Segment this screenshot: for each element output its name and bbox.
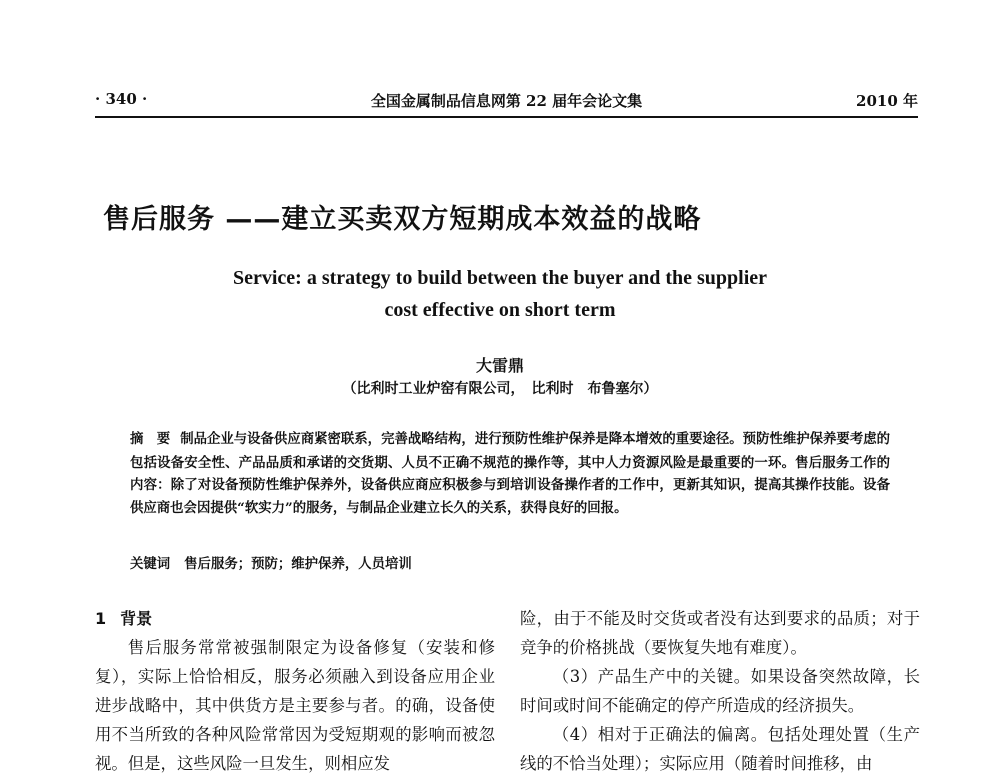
abstract-text: 制品企业与设备供应商紧密联系，完善战略结构，进行预防性维护保养是降本增效的重要途径。预防性维护保养要考虑的包括设备安全性、产品品质和承诺的交货期、人员不正确不规范的操作等，其中人力资源风险是最重要的一环。售后服务工作的内容：除了对设备预防性维护保养外，设备供应商应积极参与到培训设备操作者的工作中，更新其知识，提高其操作技能。设备供应商也会因提供“软实力”的服务，与制品企业建立长久的关系，获得良好的回报。 (130, 431, 891, 516)
body-paragraph: （4）相对于正确法的偏离。包括处理处置（生产线的不恰当处理）；实际应用（随着时间推移，由 (520, 725, 920, 773)
body-paragraph-continued: 险，由于不能及时交货或者没有达到要求的品质；对于竞争的价格挑战（要恢复失地有难度）。 (520, 609, 920, 657)
section-heading (95, 604, 495, 633)
author-name: 大雷鼎 (475, 356, 524, 375)
paper-title-chinese: 售后服务 ——建立买卖双方短期成本效益的战略 (103, 204, 702, 235)
running-header (95, 90, 918, 112)
english-title-line-2: cost effective on short term (384, 299, 616, 321)
keywords-text: 售后服务；预防；维护保养，人员培训 (184, 556, 412, 572)
abstract-label: 摘 要 (130, 432, 171, 447)
section-title: 背景 (120, 609, 153, 628)
body-paragraph: 售后服务常常被强制限定为设备修复（安装和修复），实际上恰恰相反，服务必须融入到设备应用企业进步战略中，其中供货方是主要参与者。的确，设备使用不当所致的各种风险常常因为受短期观的影响而被忽视。但是，这些风险一旦发生，则相应发 (95, 638, 495, 773)
paper-title-english (0, 262, 1000, 326)
abstract (130, 428, 890, 519)
author-affiliation: （比利时工业炉窑有限公司， 比利时 布鲁塞尔） (342, 381, 658, 397)
keywords-label: 关键词 (130, 557, 171, 572)
publication-year: 2010 年 (856, 92, 918, 110)
english-title-line-1: Service: a strategy to build between the buyer and the supplier (232, 267, 768, 289)
section-number: 1 (95, 609, 107, 628)
body-column-right (520, 604, 920, 778)
keywords (130, 553, 890, 572)
page-number: · 340 · (95, 90, 148, 108)
header-divider (95, 116, 918, 118)
journal-title: 全国金属制品信息网第 22 届年会论文集 (370, 92, 643, 110)
body-column-left (95, 604, 495, 778)
body-paragraph: （3）产品生产中的关键。如果设备突然故障，长时间或时间不能确定的停产所造成的经济损失。 (520, 667, 920, 715)
